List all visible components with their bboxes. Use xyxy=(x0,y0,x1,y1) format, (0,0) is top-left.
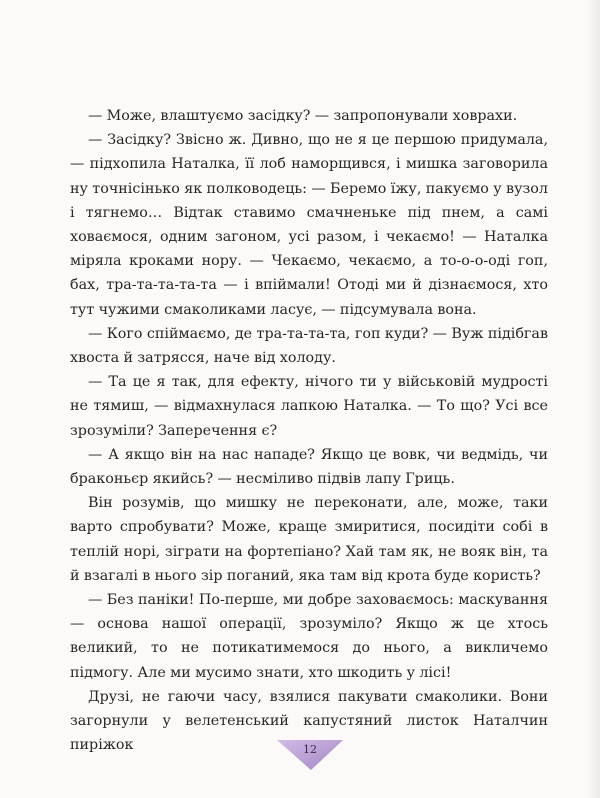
triangle-badge-icon xyxy=(275,736,345,776)
paragraph-7: — Без паніки! По-перше, ми добре заховаємось: маскування — основа нашої операції, зрозуміло? Якщо ж це хтось великий, то не потикатимемося до нього, а викличемо підмогу. Але ми мусимо знати, хто шкодить у лісі! xyxy=(70,592,548,681)
paragraph-8: Друзі, не гаючи часу, взялися пакувати смаколики. Вони загорнули у велетенський капустяний листок Наталчин пиріжок xyxy=(70,688,548,754)
page-number-badge xyxy=(275,736,345,776)
paragraph-5: — А якщо він на нас нападе? Якщо це вовк, чи ведмідь, чи браконьєр якийсь? — несміливо підвів лапу Гриць. xyxy=(70,446,548,488)
paragraph-1: — Може, влаштуємо засідку? — запропонували ховрахи. xyxy=(88,108,518,124)
book-page-text xyxy=(70,104,548,757)
page-edge-shadow xyxy=(586,0,600,798)
paragraph-4: — Та це я так, для ефекту, нічого ти у військовій мудрості не тямиш, — відмахнулася лапкою Наталка. — То що? Усі все зрозуміли? Заперечення є? xyxy=(70,374,548,439)
paragraph-3: — Кого спіймаємо, де тра-та-та-та, гоп куди? — Вуж підібгав хвоста й затрясся, наче від холоду. xyxy=(70,325,548,367)
paragraph-6: Він розумів, що мишку не переконати, але, може, таки варто спробувати? Може, краще змиритися, посидіти собі в теплій норі, зіграти на фортепіано? Хай там як, не вояк він, та й взагалі в нього зір поганий, яка там від крота буде користь? xyxy=(70,495,548,584)
paragraph-2: — Засідку? Звісно ж. Дивно, що не я це першою придумала, — підхопила Наталка, її лоб наморщився, і мишка заговорила ну точнісінько як полководець: — Беремо їжу, пакуємо у вузол і тягнемо… Відтак ставимо смачненьке під пнем, а самі ховаємося, одним загоном, усі разом, і чекаємо! — Наталка міряла кроками нору. — Чекаємо, чекаємо, а то-о-о-оді гоп, бах, тра-та-та-та-та — і впіймали! Отоді ми й дізнаємося, хто тут чужими смаколиками ласує, — підсумувала вона. xyxy=(70,132,548,318)
page-number: 12 xyxy=(303,743,317,756)
